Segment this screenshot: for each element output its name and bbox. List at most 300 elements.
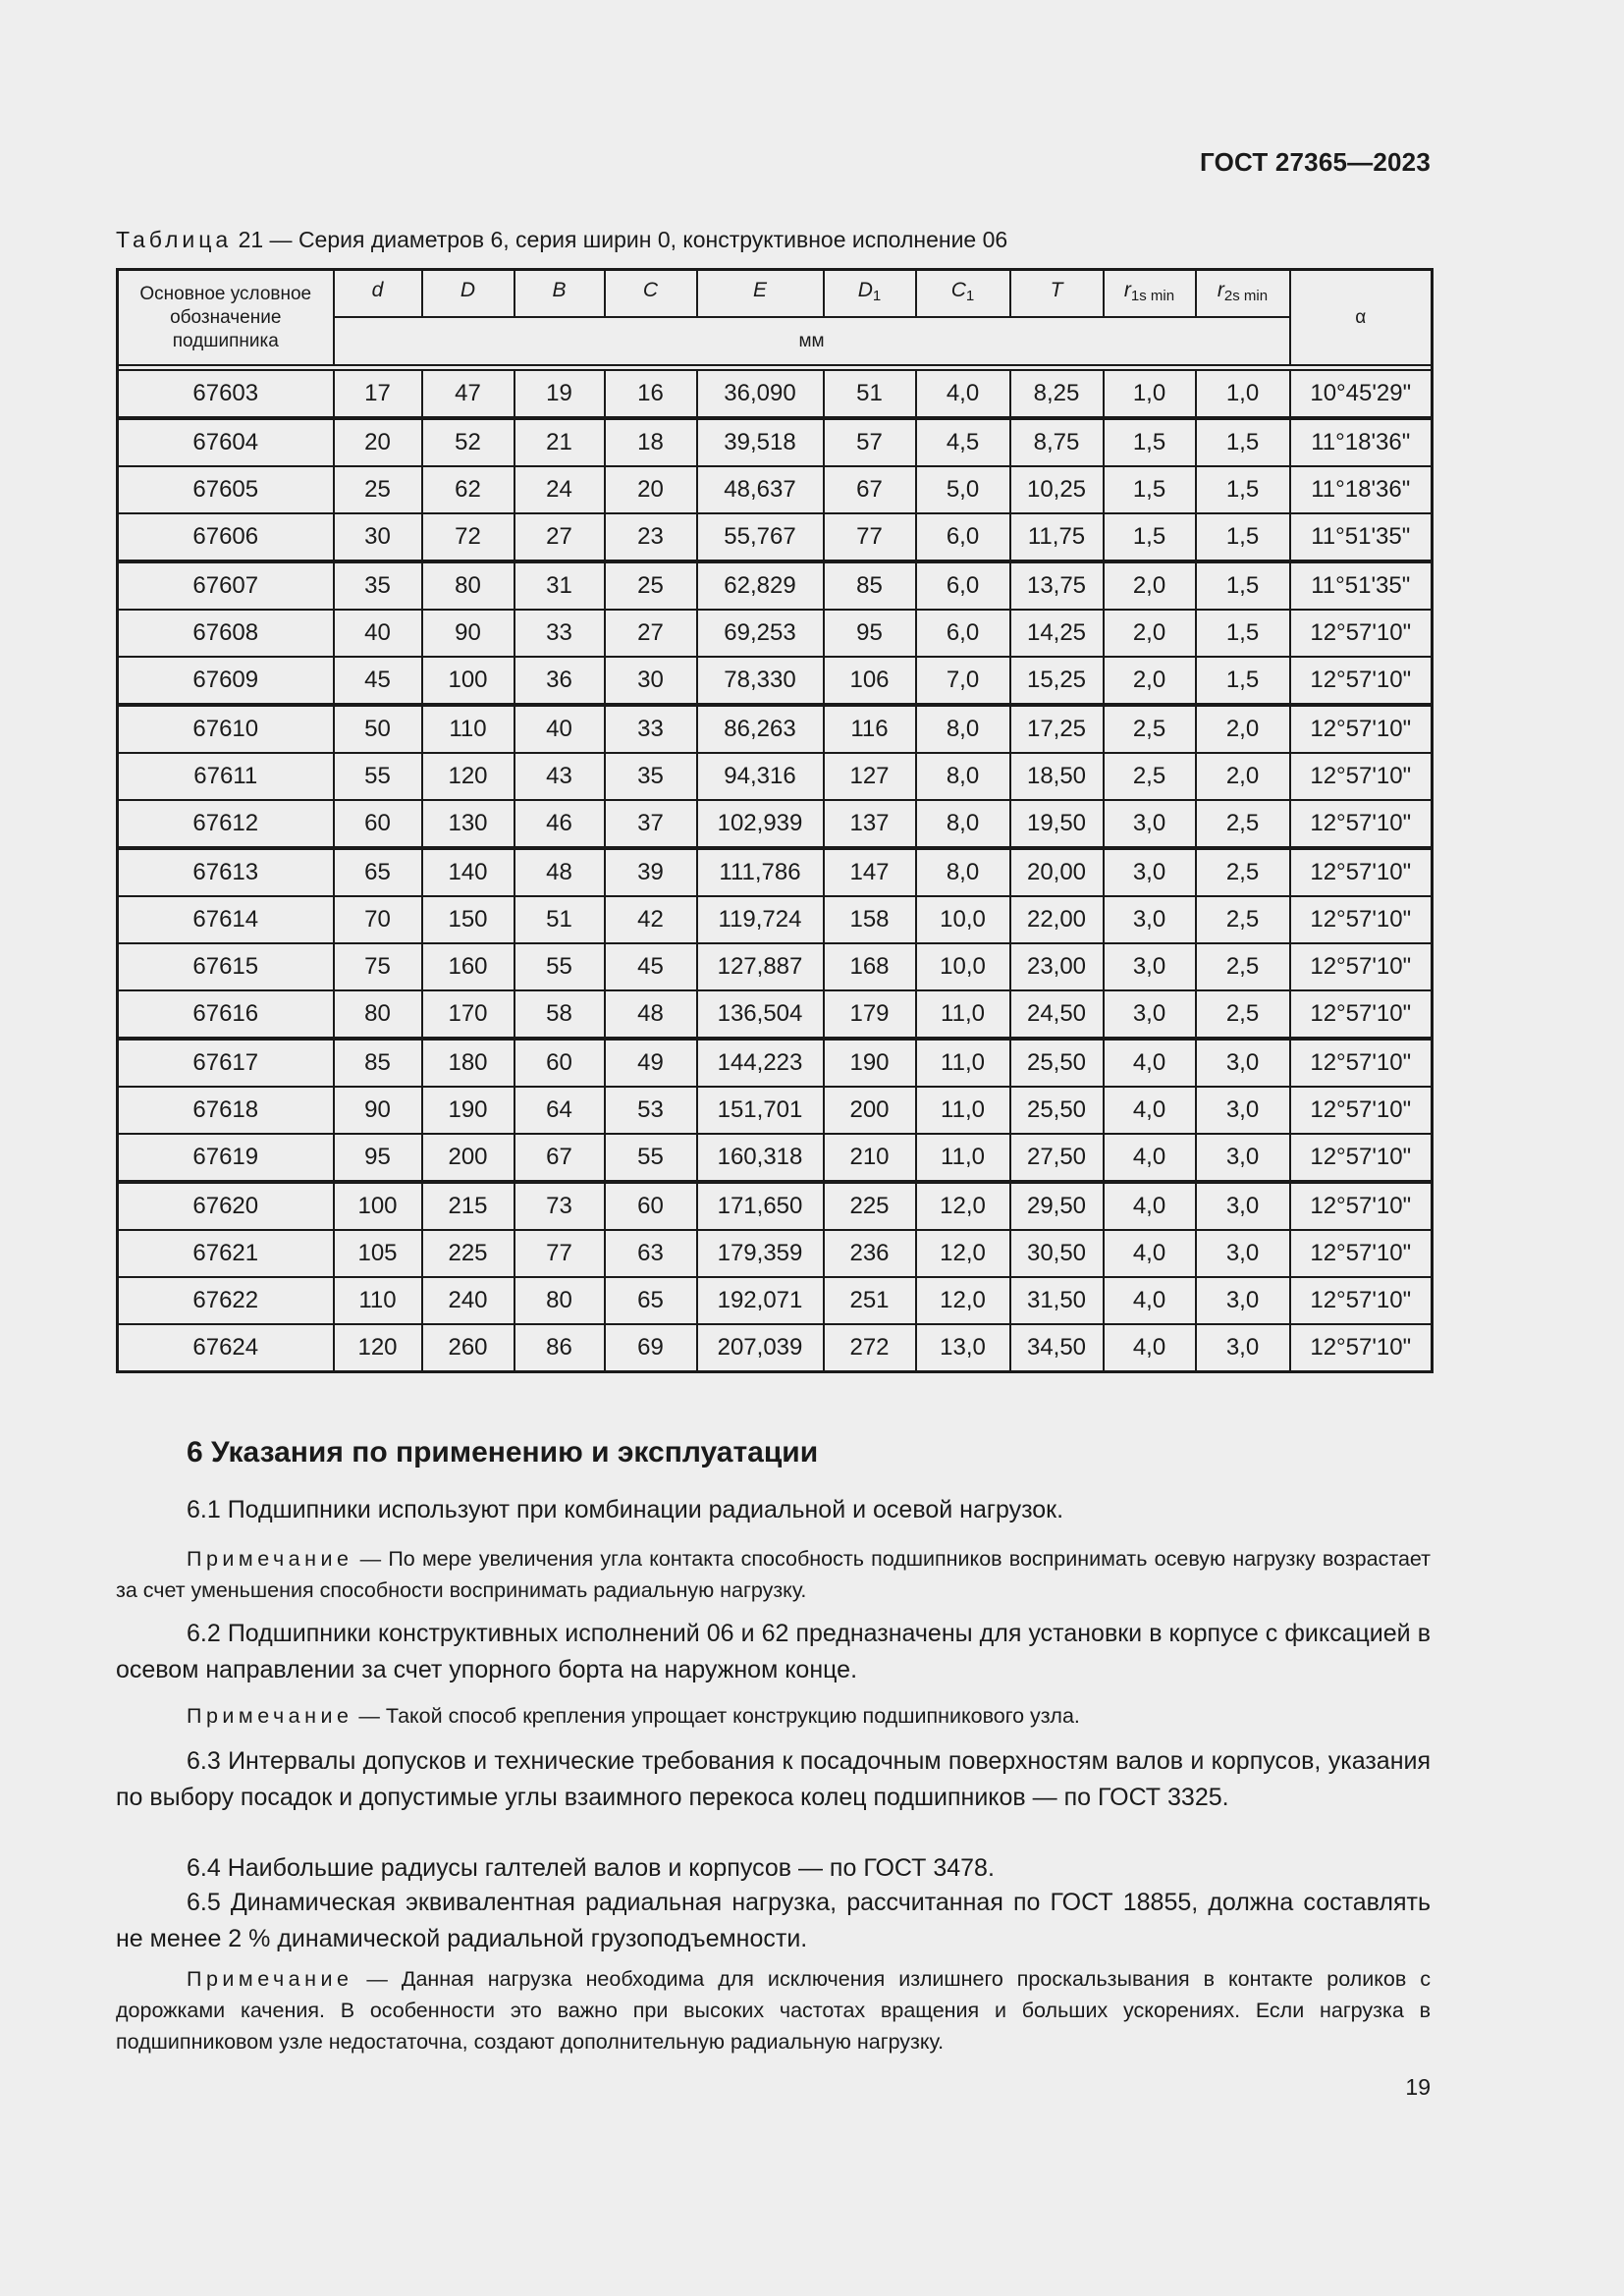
cell-B: 48 [514, 848, 605, 896]
table-row [118, 1230, 1433, 1277]
cell-E: 111,786 [697, 848, 824, 896]
cell-T: 8,25 [1010, 370, 1104, 418]
cell-r1s-min: 4,0 [1104, 1039, 1196, 1087]
cell-D: 200 [422, 1134, 514, 1182]
paragraph-6-3: 6.3 Интервалы допусков и технические требования к посадочным поверхностям валов и корпусов, указания по выбору посадок и допустимые углы взаимного перекоса колец подшипников — по ГОСТ 3325. [116, 1747, 1431, 1811]
cell-alpha: 12°57'10" [1290, 1039, 1433, 1087]
cell-r2s-min: 3,0 [1196, 1277, 1290, 1324]
cell-r2s-min: 1,5 [1196, 657, 1290, 705]
cell-T: 30,50 [1010, 1230, 1104, 1277]
cell-B: 27 [514, 513, 605, 561]
cell-r1s-min: 4,0 [1104, 1087, 1196, 1134]
cell-r1s-min: 1,5 [1104, 466, 1196, 513]
cell-E: 160,318 [697, 1134, 824, 1182]
cell-D1: 158 [824, 896, 916, 943]
header-alpha: α [1290, 270, 1433, 366]
cell-r1s-min: 4,0 [1104, 1134, 1196, 1182]
cell-E: 69,253 [697, 610, 824, 657]
header-D1: $D_1$ [824, 270, 916, 318]
table-body [118, 370, 1433, 1372]
table-caption-text: 21 — Серия диаметров 6, серия ширин 0, конструктивное исполнение 06 [232, 227, 1008, 252]
section-title: 6 Указания по применению и эксплуатации [187, 1436, 819, 1468]
cell-d: 30 [334, 513, 422, 561]
cell-d: 90 [334, 1087, 422, 1134]
cell-designation: 67617 [118, 1039, 334, 1087]
cell-C1: 7,0 [916, 657, 1010, 705]
cell-D1: 190 [824, 1039, 916, 1087]
table-row [118, 1039, 1433, 1087]
cell-alpha: 12°57'10" [1290, 705, 1433, 753]
header-C: C [605, 270, 697, 318]
cell-T: 18,50 [1010, 753, 1104, 800]
cell-designation: 67616 [118, 990, 334, 1039]
paragraph-6-4: 6.4 Наибольшие радиусы галтелей валов и корпусов — по ГОСТ 3478. [187, 1854, 995, 1882]
cell-alpha: 12°57'10" [1290, 848, 1433, 896]
cell-r2s-min: 1,5 [1196, 561, 1290, 610]
cell-T: 27,50 [1010, 1134, 1104, 1182]
cell-E: 119,724 [697, 896, 824, 943]
cell-E: 55,767 [697, 513, 824, 561]
cell-D: 240 [422, 1277, 514, 1324]
table-row [118, 657, 1433, 705]
header-T: T [1010, 270, 1104, 318]
cell-T: 20,00 [1010, 848, 1104, 896]
table-caption [116, 227, 1007, 253]
table-row [118, 943, 1433, 990]
cell-B: 43 [514, 753, 605, 800]
cell-T: 15,25 [1010, 657, 1104, 705]
table-row [118, 1324, 1433, 1372]
cell-r2s-min: 2,5 [1196, 848, 1290, 896]
cell-C: 23 [605, 513, 697, 561]
cell-E: 48,637 [697, 466, 824, 513]
cell-B: 24 [514, 466, 605, 513]
cell-d: 105 [334, 1230, 422, 1277]
cell-C1: 8,0 [916, 705, 1010, 753]
cell-D: 47 [422, 370, 514, 418]
cell-d: 65 [334, 848, 422, 896]
cell-designation: 67607 [118, 561, 334, 610]
cell-B: 86 [514, 1324, 605, 1372]
table-row [118, 753, 1433, 800]
cell-alpha: 12°57'10" [1290, 990, 1433, 1039]
cell-D1: 200 [824, 1087, 916, 1134]
cell-B: 77 [514, 1230, 605, 1277]
cell-alpha: 11°51'35" [1290, 561, 1433, 610]
cell-T: 11,75 [1010, 513, 1104, 561]
cell-C1: 8,0 [916, 848, 1010, 896]
cell-D1: 179 [824, 990, 916, 1039]
cell-C1: 8,0 [916, 800, 1010, 848]
table-row [118, 896, 1433, 943]
cell-d: 85 [334, 1039, 422, 1087]
cell-C: 69 [605, 1324, 697, 1372]
cell-D: 72 [422, 513, 514, 561]
cell-d: 45 [334, 657, 422, 705]
cell-D1: 57 [824, 418, 916, 466]
table-row [118, 561, 1433, 610]
cell-D1: 147 [824, 848, 916, 896]
cell-designation: 67620 [118, 1182, 334, 1230]
cell-C: 60 [605, 1182, 697, 1230]
cell-C1: 12,0 [916, 1230, 1010, 1277]
cell-alpha: 12°57'10" [1290, 1277, 1433, 1324]
paragraph-6-1: 6.1 Подшипники используют при комбинации радиальной и осевой нагрузок. [187, 1496, 1064, 1523]
cell-designation: 67619 [118, 1134, 334, 1182]
cell-C1: 11,0 [916, 1039, 1010, 1087]
cell-B: 36 [514, 657, 605, 705]
cell-D: 130 [422, 800, 514, 848]
cell-D1: 225 [824, 1182, 916, 1230]
cell-C: 27 [605, 610, 697, 657]
cell-E: 192,071 [697, 1277, 824, 1324]
cell-D1: 116 [824, 705, 916, 753]
table-row [118, 466, 1433, 513]
cell-D: 260 [422, 1324, 514, 1372]
cell-C: 53 [605, 1087, 697, 1134]
cell-E: 207,039 [697, 1324, 824, 1372]
cell-T: 10,25 [1010, 466, 1104, 513]
header-designation: Основное условное обозначение подшипника [118, 270, 334, 366]
cell-C: 49 [605, 1039, 697, 1087]
paragraph-6-2: 6.2 Подшипники конструктивных исполнений 06 и 62 предназначены для установки в корпусе с фиксацией в осевом направлении за счет упорного борта на наружном конце. [116, 1620, 1431, 1683]
cell-designation: 67624 [118, 1324, 334, 1372]
cell-B: 73 [514, 1182, 605, 1230]
cell-C1: 4,0 [916, 370, 1010, 418]
cell-C1: 8,0 [916, 753, 1010, 800]
cell-r2s-min: 3,0 [1196, 1182, 1290, 1230]
cell-T: 34,50 [1010, 1324, 1104, 1372]
cell-D: 180 [422, 1039, 514, 1087]
cell-T: 25,50 [1010, 1039, 1104, 1087]
cell-r2s-min: 3,0 [1196, 1324, 1290, 1372]
cell-r1s-min: 1,5 [1104, 513, 1196, 561]
table-row [118, 1277, 1433, 1324]
cell-alpha: 12°57'10" [1290, 1134, 1433, 1182]
cell-T: 8,75 [1010, 418, 1104, 466]
cell-C1: 11,0 [916, 1134, 1010, 1182]
cell-B: 80 [514, 1277, 605, 1324]
cell-E: 39,518 [697, 418, 824, 466]
cell-alpha: 12°57'10" [1290, 1182, 1433, 1230]
cell-r2s-min: 1,5 [1196, 466, 1290, 513]
table-row [118, 610, 1433, 657]
cell-T: 23,00 [1010, 943, 1104, 990]
note-label: Примечание [187, 1704, 353, 1728]
cell-C: 63 [605, 1230, 697, 1277]
note-3: Примечание — Данная нагрузка необходима для исключения излишнего проскальзывания в контакте роликов с дорожками качения. В особенности это важно при высоких частотах вращения и больших ускорениях. Если нагрузка в подшипниковом узле недостаточна, создают дополнительную радиальную нагрузку. [116, 1967, 1431, 2054]
cell-r2s-min: 2,5 [1196, 943, 1290, 990]
cell-C1: 6,0 [916, 513, 1010, 561]
cell-designation: 67611 [118, 753, 334, 800]
cell-alpha: 12°57'10" [1290, 1324, 1433, 1372]
cell-C1: 11,0 [916, 1087, 1010, 1134]
header-D: D [422, 270, 514, 318]
cell-C: 20 [605, 466, 697, 513]
cell-designation: 67609 [118, 657, 334, 705]
cell-D1: 51 [824, 370, 916, 418]
cell-r1s-min: 2,0 [1104, 561, 1196, 610]
cell-C: 35 [605, 753, 697, 800]
cell-B: 51 [514, 896, 605, 943]
cell-D: 52 [422, 418, 514, 466]
cell-D: 140 [422, 848, 514, 896]
cell-designation: 67621 [118, 1230, 334, 1277]
cell-E: 171,650 [697, 1182, 824, 1230]
cell-d: 110 [334, 1277, 422, 1324]
page-number: 19 [1405, 2074, 1431, 2100]
cell-d: 20 [334, 418, 422, 466]
table-row [118, 1087, 1433, 1134]
cell-D: 215 [422, 1182, 514, 1230]
cell-C: 37 [605, 800, 697, 848]
cell-r2s-min: 1,5 [1196, 610, 1290, 657]
document-id-header: ГОСТ 27365—2023 [1200, 147, 1431, 177]
cell-r2s-min: 2,5 [1196, 990, 1290, 1039]
table-row [118, 418, 1433, 466]
note-1: Примечание — По мере увеличения угла контакта способность подшипников воспринимать осевую нагрузку возрастает за счет уменьшения способности воспринимать радиальную нагрузку. [116, 1547, 1431, 1602]
header-r2s-min: $r_{2s min}$ [1196, 270, 1290, 318]
cell-r1s-min: 1,5 [1104, 418, 1196, 466]
note-2: Примечание — Такой способ крепления упрощает конструкцию подшипникового узла. [187, 1704, 1080, 1728]
cell-r2s-min: 3,0 [1196, 1230, 1290, 1277]
cell-T: 24,50 [1010, 990, 1104, 1039]
cell-C1: 10,0 [916, 943, 1010, 990]
cell-B: 46 [514, 800, 605, 848]
cell-T: 31,50 [1010, 1277, 1104, 1324]
cell-r2s-min: 3,0 [1196, 1134, 1290, 1182]
cell-d: 55 [334, 753, 422, 800]
header-B: B [514, 270, 605, 318]
cell-designation: 67604 [118, 418, 334, 466]
cell-D: 80 [422, 561, 514, 610]
cell-E: 127,887 [697, 943, 824, 990]
cell-r1s-min: 2,5 [1104, 753, 1196, 800]
header-r1s-min: $r_{1s min}$ [1104, 270, 1196, 318]
cell-T: 13,75 [1010, 561, 1104, 610]
cell-C: 65 [605, 1277, 697, 1324]
cell-T: 17,25 [1010, 705, 1104, 753]
cell-T: 29,50 [1010, 1182, 1104, 1230]
cell-alpha: 12°57'10" [1290, 753, 1433, 800]
cell-alpha: 12°57'10" [1290, 800, 1433, 848]
cell-E: 144,223 [697, 1039, 824, 1087]
cell-E: 102,939 [697, 800, 824, 848]
table-row [118, 990, 1433, 1039]
cell-D: 90 [422, 610, 514, 657]
cell-alpha: 12°57'10" [1290, 657, 1433, 705]
cell-r2s-min: 2,5 [1196, 896, 1290, 943]
cell-designation: 67610 [118, 705, 334, 753]
cell-r1s-min: 1,0 [1104, 370, 1196, 418]
cell-B: 64 [514, 1087, 605, 1134]
cell-d: 100 [334, 1182, 422, 1230]
cell-C1: 12,0 [916, 1182, 1010, 1230]
cell-B: 60 [514, 1039, 605, 1087]
header-E: E [697, 270, 824, 318]
cell-d: 25 [334, 466, 422, 513]
cell-r2s-min: 1,5 [1196, 418, 1290, 466]
cell-C: 18 [605, 418, 697, 466]
cell-d: 35 [334, 561, 422, 610]
cell-D: 150 [422, 896, 514, 943]
cell-D1: 85 [824, 561, 916, 610]
cell-designation: 67603 [118, 370, 334, 418]
cell-D1: 168 [824, 943, 916, 990]
cell-alpha: 12°57'10" [1290, 1087, 1433, 1134]
cell-D: 100 [422, 657, 514, 705]
cell-designation: 67605 [118, 466, 334, 513]
cell-C: 30 [605, 657, 697, 705]
cell-alpha: 11°18'36" [1290, 418, 1433, 466]
table-row [118, 1182, 1433, 1230]
cell-D1: 127 [824, 753, 916, 800]
cell-alpha: 11°18'36" [1290, 466, 1433, 513]
cell-E: 86,263 [697, 705, 824, 753]
cell-alpha: 12°57'10" [1290, 1230, 1433, 1277]
paragraph-6-5: 6.5 Динамическая эквивалентная радиальная нагрузка, рассчитанная по ГОСТ 18855, должна составлять не менее 2 % динамической радиальной грузоподъемности. [116, 1889, 1431, 1952]
cell-D: 160 [422, 943, 514, 990]
cell-E: 94,316 [697, 753, 824, 800]
cell-alpha: 12°57'10" [1290, 943, 1433, 990]
cell-D1: 137 [824, 800, 916, 848]
cell-T: 14,25 [1010, 610, 1104, 657]
cell-C: 55 [605, 1134, 697, 1182]
cell-D: 120 [422, 753, 514, 800]
cell-r2s-min: 3,0 [1196, 1087, 1290, 1134]
cell-B: 55 [514, 943, 605, 990]
cell-C: 39 [605, 848, 697, 896]
cell-r2s-min: 3,0 [1196, 1039, 1290, 1087]
cell-D1: 106 [824, 657, 916, 705]
cell-designation: 67612 [118, 800, 334, 848]
cell-r2s-min: 1,0 [1196, 370, 1290, 418]
cell-r1s-min: 4,0 [1104, 1324, 1196, 1372]
header-C1: $C_1$ [916, 270, 1010, 318]
cell-D1: 210 [824, 1134, 916, 1182]
cell-E: 151,701 [697, 1087, 824, 1134]
bearing-dimensions-table [116, 268, 1434, 1373]
cell-r1s-min: 2,0 [1104, 657, 1196, 705]
table-row [118, 705, 1433, 753]
cell-r2s-min: 2,0 [1196, 753, 1290, 800]
cell-designation: 67608 [118, 610, 334, 657]
cell-E: 78,330 [697, 657, 824, 705]
cell-r1s-min: 3,0 [1104, 800, 1196, 848]
cell-C1: 11,0 [916, 990, 1010, 1039]
cell-E: 36,090 [697, 370, 824, 418]
cell-E: 136,504 [697, 990, 824, 1039]
cell-B: 21 [514, 418, 605, 466]
cell-C: 25 [605, 561, 697, 610]
cell-d: 50 [334, 705, 422, 753]
cell-r1s-min: 4,0 [1104, 1230, 1196, 1277]
cell-designation: 67622 [118, 1277, 334, 1324]
cell-T: 19,50 [1010, 800, 1104, 848]
cell-d: 60 [334, 800, 422, 848]
cell-D: 225 [422, 1230, 514, 1277]
cell-C: 16 [605, 370, 697, 418]
cell-B: 31 [514, 561, 605, 610]
cell-C: 45 [605, 943, 697, 990]
cell-C1: 12,0 [916, 1277, 1010, 1324]
cell-C: 48 [605, 990, 697, 1039]
table-row [118, 800, 1433, 848]
cell-designation: 67618 [118, 1087, 334, 1134]
cell-r1s-min: 3,0 [1104, 896, 1196, 943]
cell-E: 179,359 [697, 1230, 824, 1277]
cell-d: 17 [334, 370, 422, 418]
cell-r1s-min: 3,0 [1104, 990, 1196, 1039]
note-label: Примечание [187, 1967, 353, 1991]
cell-alpha: 12°57'10" [1290, 896, 1433, 943]
cell-r1s-min: 3,0 [1104, 943, 1196, 990]
cell-designation: 67606 [118, 513, 334, 561]
cell-T: 22,00 [1010, 896, 1104, 943]
cell-C1: 6,0 [916, 561, 1010, 610]
cell-C1: 5,0 [916, 466, 1010, 513]
cell-C1: 13,0 [916, 1324, 1010, 1372]
cell-C1: 6,0 [916, 610, 1010, 657]
cell-B: 19 [514, 370, 605, 418]
cell-D: 190 [422, 1087, 514, 1134]
cell-C1: 4,5 [916, 418, 1010, 466]
cell-D1: 77 [824, 513, 916, 561]
cell-d: 70 [334, 896, 422, 943]
cell-D: 62 [422, 466, 514, 513]
cell-D1: 251 [824, 1277, 916, 1324]
cell-designation: 67613 [118, 848, 334, 896]
note-label: Примечание [187, 1547, 353, 1571]
cell-r2s-min: 2,5 [1196, 800, 1290, 848]
cell-alpha: 11°51'35" [1290, 513, 1433, 561]
cell-alpha: 12°57'10" [1290, 610, 1433, 657]
cell-T: 25,50 [1010, 1087, 1104, 1134]
cell-r1s-min: 3,0 [1104, 848, 1196, 896]
cell-d: 80 [334, 990, 422, 1039]
cell-B: 40 [514, 705, 605, 753]
cell-r1s-min: 2,0 [1104, 610, 1196, 657]
cell-E: 62,829 [697, 561, 824, 610]
cell-r2s-min: 2,0 [1196, 705, 1290, 753]
table-caption-label: Таблица [116, 227, 233, 252]
cell-C: 33 [605, 705, 697, 753]
cell-D: 170 [422, 990, 514, 1039]
table-row [118, 513, 1433, 561]
cell-d: 95 [334, 1134, 422, 1182]
cell-d: 40 [334, 610, 422, 657]
cell-C1: 10,0 [916, 896, 1010, 943]
cell-r2s-min: 1,5 [1196, 513, 1290, 561]
cell-D1: 272 [824, 1324, 916, 1372]
cell-D: 110 [422, 705, 514, 753]
cell-B: 33 [514, 610, 605, 657]
cell-D1: 95 [824, 610, 916, 657]
cell-B: 67 [514, 1134, 605, 1182]
header-unit: мм [334, 317, 1290, 365]
cell-r1s-min: 4,0 [1104, 1277, 1196, 1324]
header-d: d [334, 270, 422, 318]
cell-r1s-min: 2,5 [1104, 705, 1196, 753]
cell-r1s-min: 4,0 [1104, 1182, 1196, 1230]
table-row [118, 1134, 1433, 1182]
table-row [118, 370, 1433, 418]
cell-C: 42 [605, 896, 697, 943]
cell-designation: 67614 [118, 896, 334, 943]
cell-designation: 67615 [118, 943, 334, 990]
cell-d: 75 [334, 943, 422, 990]
cell-D1: 236 [824, 1230, 916, 1277]
